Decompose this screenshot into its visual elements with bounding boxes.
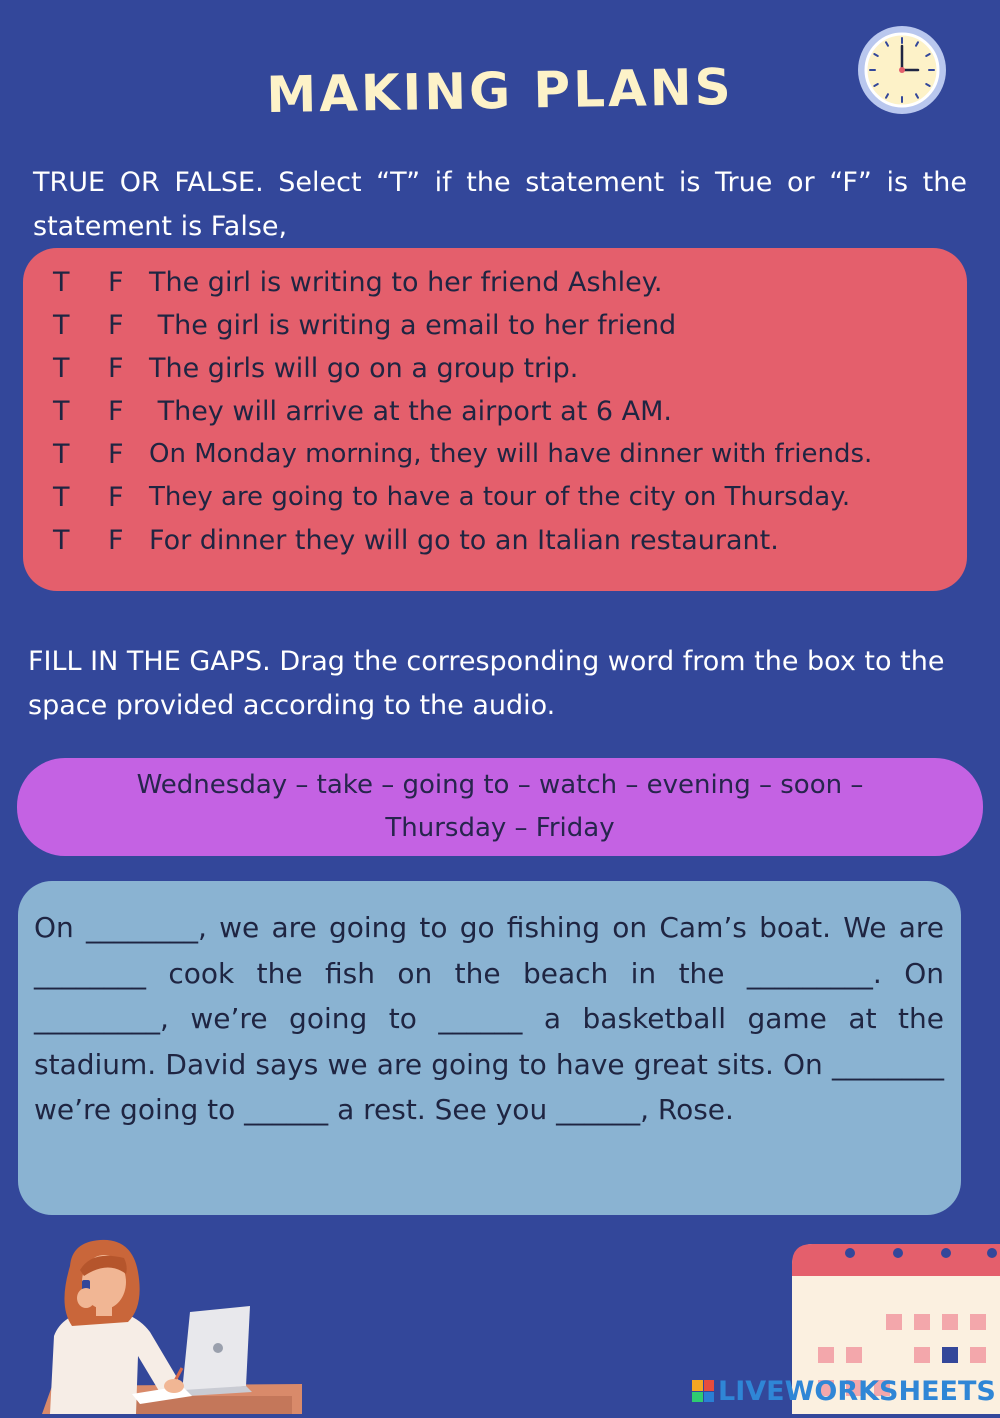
true-false-instructions: TRUE OR FALSE. Select “T” if the statement is True or “F” is the statement is False,	[33, 167, 967, 242]
gap-fill-passage[interactable]: On ________, we are going to go fishing on Cam’s boat. We are ________ cook the fish on the beach in the _________. On _________, we’re going to ______ a basketball game at the stadium. David says we are going to have great sits. On ________ we’re going to ______ a rest. See you ______, Rose.	[34, 911, 944, 1126]
true-option[interactable]: T	[53, 525, 70, 556]
tf-statement: The girls will go on a group trip.	[149, 353, 579, 384]
tf-statement: For dinner they will go to an Italian restaurant.	[149, 525, 779, 556]
watermark-text: LIVEWORKSHEETS	[718, 1375, 996, 1407]
tf-statement: They are going to have a tour of the city on Thursday.	[149, 482, 851, 512]
true-false-box	[23, 248, 967, 591]
tf-statement: They will arrive at the airport at 6 AM.	[149, 396, 672, 427]
false-option[interactable]: F	[108, 267, 124, 298]
true-option[interactable]: T	[53, 439, 70, 470]
false-option[interactable]: F	[108, 310, 124, 341]
tf-statement: The girl is writing a email to her friend	[149, 310, 677, 341]
tf-statement: The girl is writing to her friend Ashley.	[149, 267, 663, 298]
true-option[interactable]: T	[53, 310, 70, 341]
girl-on-phone-illustration	[32, 1236, 302, 1414]
false-option[interactable]: F	[108, 353, 124, 384]
false-option[interactable]: F	[108, 525, 124, 556]
passage-box	[18, 881, 961, 1215]
true-option[interactable]: T	[53, 396, 70, 427]
word-bank	[17, 758, 983, 856]
false-option[interactable]: F	[108, 396, 124, 427]
true-option[interactable]: T	[53, 353, 70, 384]
true-option[interactable]: T	[53, 482, 70, 513]
liveworksheets-logo-icon	[692, 1380, 714, 1402]
page-title: MAKING PLANS	[265, 57, 735, 125]
clock-icon	[858, 26, 946, 114]
tf-statement: On Monday morning, they will have dinner with friends.	[149, 439, 873, 469]
false-option[interactable]: F	[108, 439, 124, 470]
fill-gaps-instructions: FILL IN THE GAPS. Drag the corresponding word from the box to the space provided according to the audio.	[28, 646, 945, 721]
liveworksheets-watermark	[692, 1374, 996, 1408]
word-bank-words[interactable]: Wednesday – take – going to – watch – evening – soon – Thursday – Friday	[136, 770, 864, 843]
true-option[interactable]: T	[53, 267, 70, 298]
false-option[interactable]: F	[108, 482, 124, 513]
